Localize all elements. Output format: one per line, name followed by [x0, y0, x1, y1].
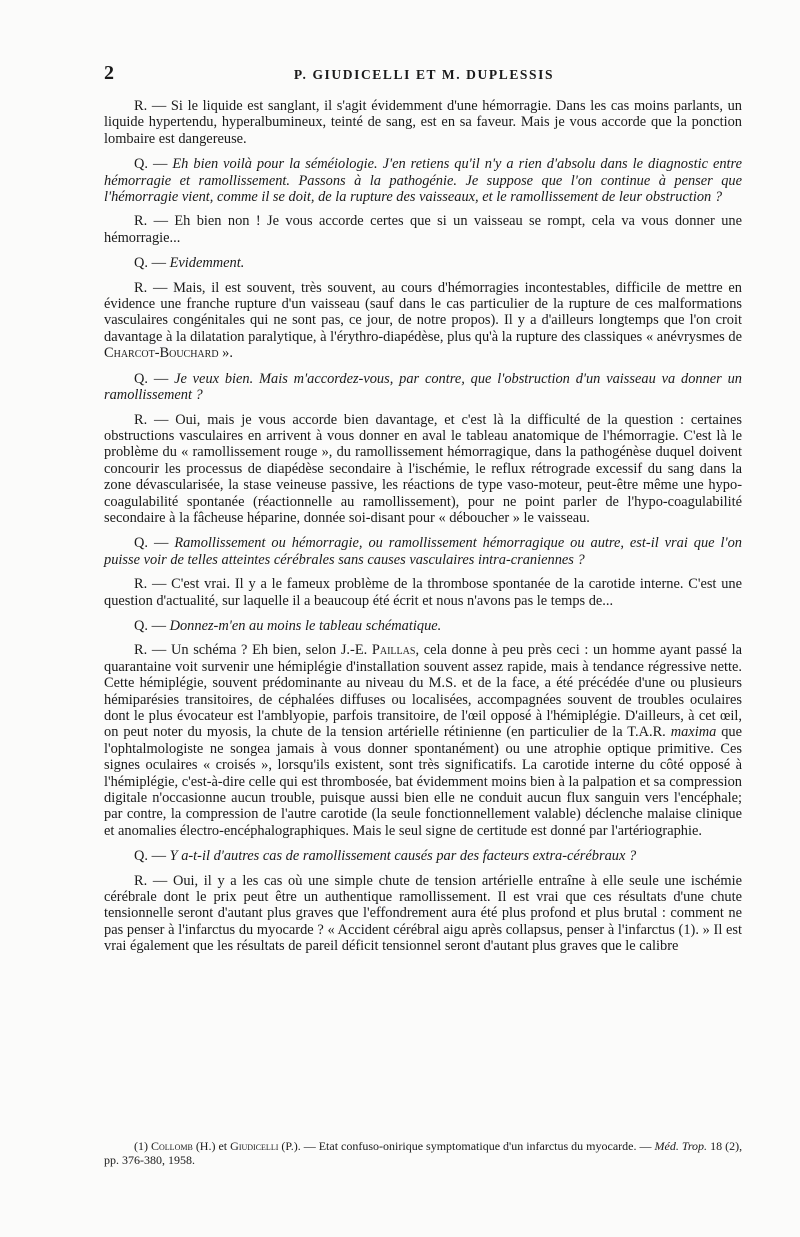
answer-paragraph: R. — Mais, il est souvent, très souvent, au cours d'hémorragies incontestables, difficile de mettre en évidence une franche rupture d'un vaisseau (sauf dans le cas particulier de la rupture de ces malformations vasculaires congénitales qui ne sont pas, ce jour, de notre propos). Il y a d'ailleurs longtemps que l'on croit davantage à la dilatation paralytique, à l'érythro-diapédèse, plus qu'à la rupture des classiques « anévrysmes de Charcot-Bouchard ».	[104, 279, 742, 362]
question-paragraph: Q. — Je veux bien. Mais m'accordez-vous, par contre, que l'obstruction d'un vaisseau va donner un ramollissement ?	[104, 370, 742, 404]
author-name: Paillas	[371, 642, 416, 659]
answer-paragraph: R. — Oui, mais je vous accorde bien davantage, et c'est là la difficulté de la question : certaines obstructions vasculaires en arrivent à vous donner en aval le tableau anatomique de l'hémorragie. C'est là le problème du « ramollissement rouge », du ramollissement hémorragique, dans la pathogénèse duquel doivent concourir les processus de diapédèse secondaire à l'ischémie, le reflux rétrograde excessif du sang dans la zone dévascularisée, la stase veineuse passive, les réactions de type vaso-moteur, peut-être même une hypo-coagulabilité spontanée (réactionnelle au ramollissement), pour ne point parler de l'hypo-coagulabilité secondaire à la fâcheuse héparine, donnée soi-disant pour « déboucher » le vaisseau.	[104, 411, 742, 526]
question-paragraph: Q. — Evidemment.	[134, 255, 245, 272]
article-body	[104, 98, 742, 964]
author-name: Charcot-Bouchard	[104, 345, 219, 362]
answer-paragraph: R. — Un schéma ? Eh bien, selon J.-E. Paillas, cela donne à peu près ceci : un homme ayant passé la quarantaine voit survenir une hémiplégie d'installation souvent assez rapide, mais à tendance régressive nette. Cette hémiplégie, souvent prédominante au niveau du M.S. et de la face, a été précédée d'une ou plusieurs hémiparésies transitoires, de céphalées diffuses ou localisées, accompagnées souvent de troubles oculaires dont le plus évocateur est l'amblyopie, parfois transitoire, de l'œil opposé à l'hémiplégie. D'ailleurs, à cet œil, on peut noter du myosis, la chute de la tension artérielle rétinienne (en particulier de la T.A.R. maxima que l'ophtalmologiste ne songea jamais à vous donner spontanément) ou une atrophie optique primitive. Ces signes oculaires « croisés », lorsqu'ils existent, sont très significatifs. La carotide interne du côté opposé à l'hémiplégie, c'est-à-dire celle qui est thrombosée, bat évidemment moins bien à la palpation et sa compression digitale n'occasionne aucun trouble, puisque aussi bien elle ne conduit aucun flux sanguin vers l'encéphale; par contre, la compression de l'autre carotide (la seule fonctionnellement valable) déclenche malaise clinique et anomalies électro-encéphalographiques. Mais le seul signe de certitude est donné par l'artériographie.	[104, 642, 742, 839]
answer-paragraph: R. — C'est vrai. Il y a le fameux problème de la thrombose spontanée de la carotide interne. C'est une question d'actualité, sur laquelle il a beaucoup été écrit et nous n'avons pas le temps de...	[104, 576, 742, 609]
question-paragraph: Q. — Ramollissement ou hémorragie, ou ramollissement hémorragique ou autre, est-il vrai que l'on puisse voir de telles atteintes cérébrales sans causes vasculaires intra-craniennes ?	[104, 535, 742, 568]
question-paragraph: Q. — Donnez-m'en au moins le tableau schématique.	[134, 617, 442, 634]
italic-term: maxima	[670, 724, 717, 741]
footnotes	[104, 1139, 742, 1167]
page-number: 2	[104, 62, 114, 84]
running-head: P. GIUDICELLI ET M. DUPLESSIS	[293, 67, 555, 82]
question-paragraph: Q. — Eh bien voilà pour la séméiologie. J'en retiens qu'il n'y a rien d'absolu dans le diagnostic entre hémorragie et ramollissement. Passons à la pathogénie. Je suppose que l'on continue à penser que l'hémorragie vient, comme il se doit, de la rupture des vaisseaux, et le ramollissement de leur obstruction ?	[104, 156, 742, 206]
page-header	[104, 62, 744, 86]
answer-paragraph: R. — Si le liquide est sanglant, il s'agit évidemment d'une hémorragie. Dans les cas moins parlants, un liquide hypertendu, hyperalbumineux, teinté de sang, est en sa faveur. Mais je vous accorde que la ponction lombaire est dangereuse.	[104, 98, 742, 147]
footnote: (1) Collomb (H.) et Giudicelli (P.). — Etat confuso-onirique symptomatique d'un infarctus du myocarde. — Méd. Trop. 18 (2), pp. 376-380, 1958.	[104, 1139, 743, 1167]
answer-paragraph: R. — Eh bien non ! Je vous accorde certes que si un vaisseau se rompt, cela va vous donner une hémorragie...	[104, 213, 742, 246]
answer-paragraph: R. — Oui, il y a les cas où une simple chute de tension artérielle entraîne à elle seule une ischémie cérébrale dont le prix peut être un authentique ramollissement. Il est vrai que ces résultats d'une chute tensionnelle seront d'autant plus graves que l'effondrement aura été plus profond et plus brutal : comment ne pas penser à l'infarctus du myocarde ? « Accident cérébral aigu après collapsus, penser à l'infarctus (1). » Il est vrai également que les résultats de pareil déficit tensionnel seront d'autant plus graves que le calibre	[104, 872, 743, 955]
question-paragraph: Q. — Y a-t-il d'autres cas de ramollissement causés par des facteurs extra-cérébraux ?	[134, 848, 637, 865]
